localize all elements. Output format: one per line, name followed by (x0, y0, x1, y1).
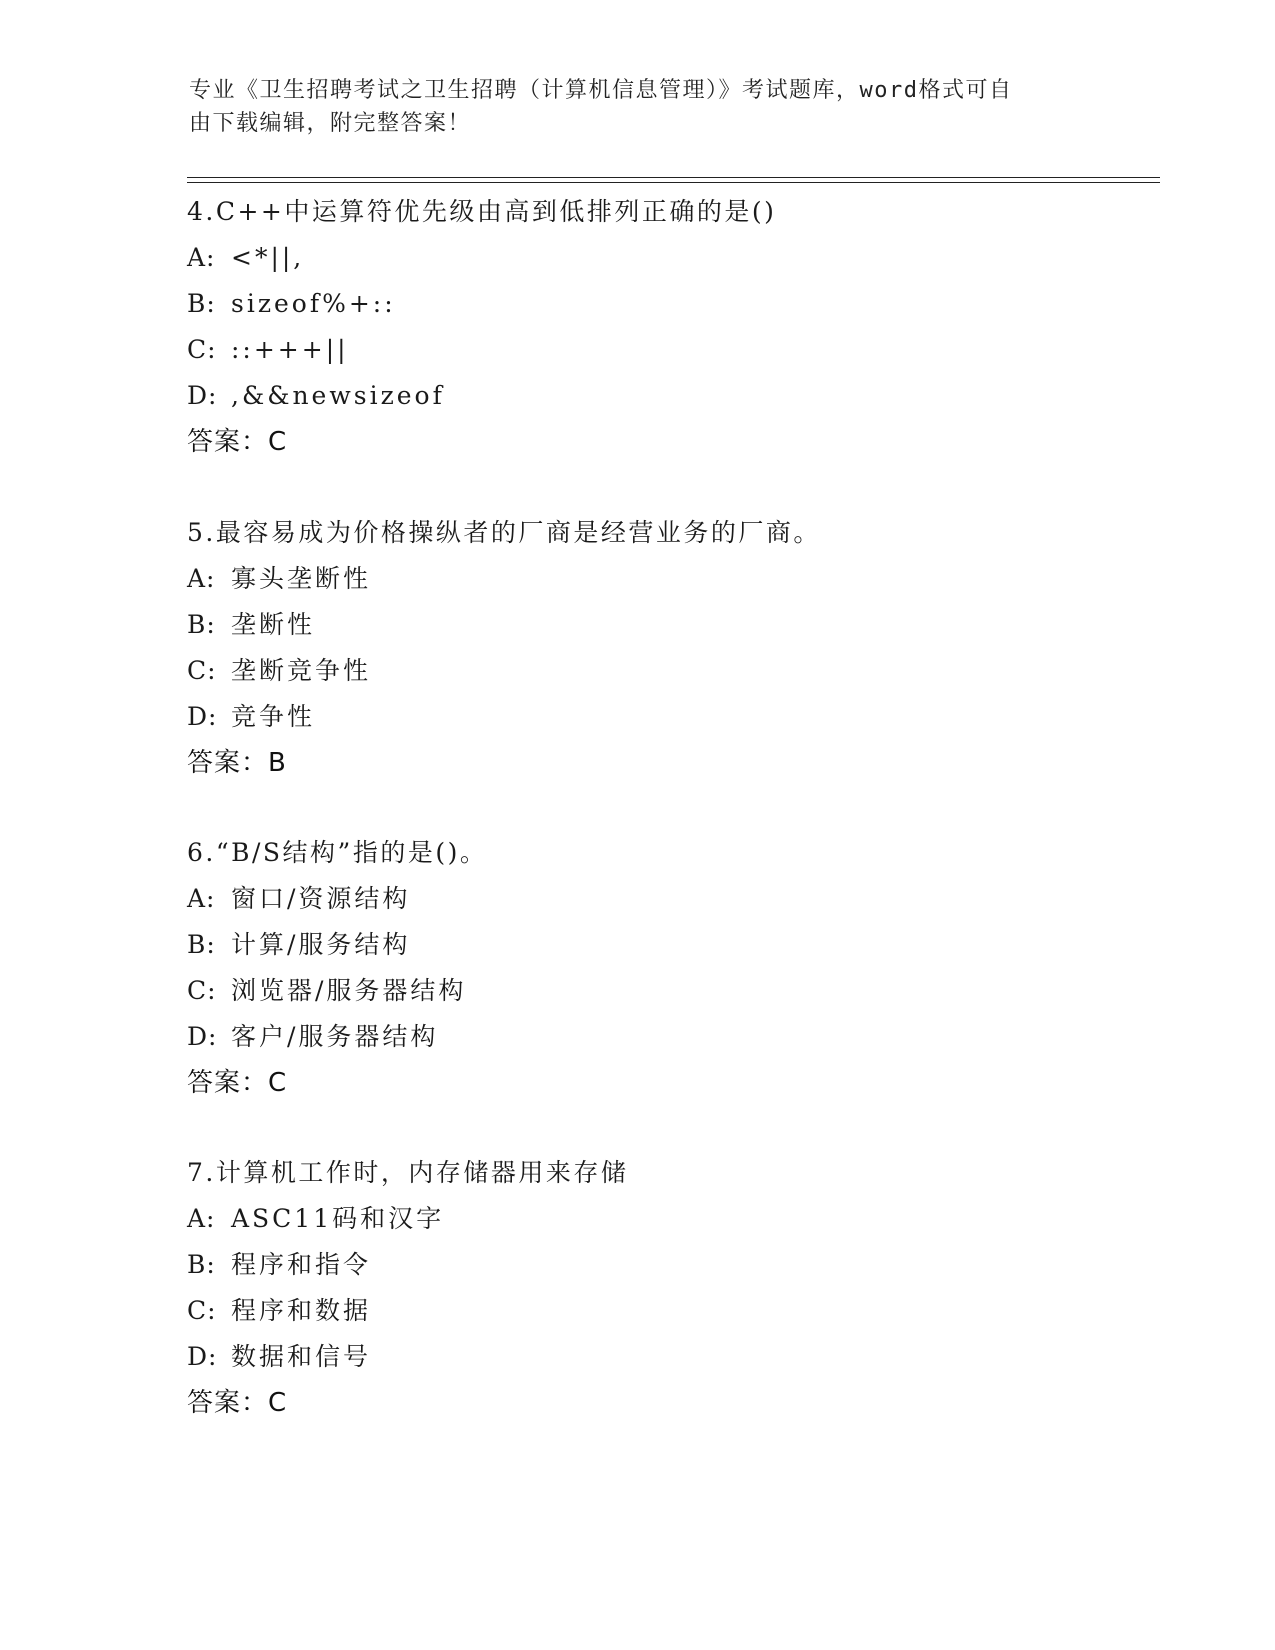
option-a (187, 1196, 1147, 1242)
option-label: D: (187, 381, 218, 410)
option-label: C: (187, 335, 217, 364)
header-line-2: 由下载编辑，附完整答案！ (189, 111, 472, 136)
header-divider-bottom (187, 182, 1160, 183)
option-text: 客户/服务器结构 (231, 1022, 439, 1051)
question-block (187, 510, 1147, 786)
option-b (187, 602, 1147, 648)
option-label: C: (187, 976, 217, 1005)
answer-line: 答案：B (187, 748, 287, 778)
option-text: 计算/服务结构 (231, 930, 411, 959)
option-text: <*||, (231, 243, 305, 272)
question-title: 5.最容易成为价格操纵者的厂商是经营业务的厂商。 (187, 518, 821, 547)
header-divider-top (187, 177, 1160, 178)
option-c (187, 968, 1147, 1014)
option-label: B: (187, 610, 216, 639)
option-text: ASC11码和汉字 (231, 1204, 445, 1233)
option-label: B: (187, 289, 216, 318)
option-label: C: (187, 1296, 217, 1325)
question-block (187, 189, 1147, 465)
option-text: 寡头垄断性 (231, 564, 372, 593)
option-label: A: (187, 884, 216, 913)
option-label: B: (187, 1250, 216, 1279)
option-text: 垄断性 (231, 610, 316, 639)
question-block (187, 1150, 1147, 1426)
option-d (187, 1014, 1147, 1060)
answer-line: 答案：C (187, 1068, 288, 1098)
option-b (187, 1242, 1147, 1288)
option-text: sizeof%+:: (231, 289, 396, 318)
option-text: ,&&newsizeof (231, 381, 445, 410)
option-text: 浏览器/服务器结构 (231, 976, 467, 1005)
option-c (187, 648, 1147, 694)
option-a (187, 235, 1147, 281)
question-title: 6.“B/S结构”指的是()。 (187, 838, 488, 867)
option-text: 程序和数据 (231, 1296, 372, 1325)
option-label: D: (187, 1022, 218, 1051)
question-title: 4.C++中运算符优先级由高到低排列正确的是() (187, 197, 777, 226)
option-label: A: (187, 564, 216, 593)
header-line-1: 专业《卫生招聘考试之卫生招聘（计算机信息管理）》考试题库，word格式可自 (189, 78, 1013, 103)
document-header (189, 74, 1069, 140)
option-label: D: (187, 702, 218, 731)
option-text: 竞争性 (231, 702, 316, 731)
answer-line: 答案：C (187, 1388, 288, 1418)
option-text: ::+++|| (231, 335, 349, 364)
option-text: 窗口/资源结构 (231, 884, 411, 913)
option-label: D: (187, 1342, 218, 1371)
option-b (187, 922, 1147, 968)
option-d (187, 1334, 1147, 1380)
option-label: C: (187, 656, 217, 685)
option-label: A: (187, 1204, 216, 1233)
question-block (187, 830, 1147, 1106)
option-label: A: (187, 243, 216, 272)
option-d (187, 373, 1147, 419)
option-a (187, 876, 1147, 922)
option-text: 数据和信号 (231, 1342, 372, 1371)
answer-line: 答案：C (187, 427, 288, 457)
option-a (187, 556, 1147, 602)
option-d (187, 694, 1147, 740)
option-b (187, 281, 1147, 327)
option-c (187, 1288, 1147, 1334)
option-text: 垄断竞争性 (231, 656, 372, 685)
option-c (187, 327, 1147, 373)
option-text: 程序和指令 (231, 1250, 372, 1279)
question-title: 7.计算机工作时，内存储器用来存储 (187, 1158, 629, 1187)
option-label: B: (187, 930, 216, 959)
